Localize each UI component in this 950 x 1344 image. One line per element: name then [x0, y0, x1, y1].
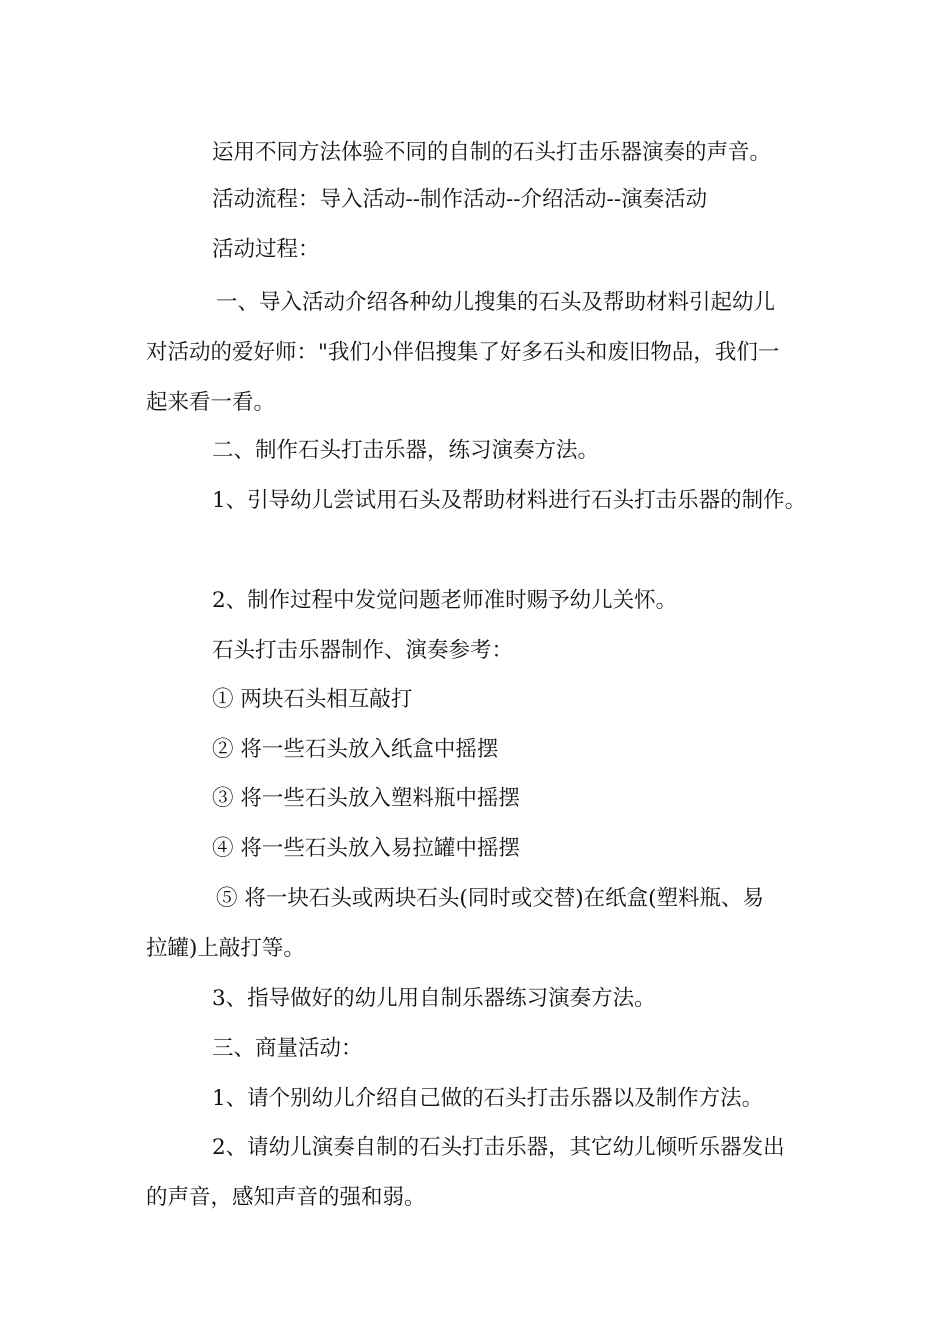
paragraph-line: 二、制作石头打击乐器，练习演奏方法。 — [212, 438, 600, 463]
paragraph-line: 运用不同方法体验不同的自制的石头打击乐器演奏的声音。 — [212, 140, 772, 165]
paragraph-line: 一、导入活动介绍各种幼儿搜集的石头及帮助材料引起幼儿 — [216, 290, 776, 315]
paragraph-line: 拉罐)上敲打等。 — [146, 936, 305, 961]
paragraph-line: 3、指导做好的幼儿用自制乐器练习演奏方法。 — [212, 986, 656, 1011]
list-item: ④ 将一些石头放入易拉罐中摇摆 — [212, 836, 520, 861]
list-item: ⑤ 将一块石头或两块石头(同时或交替)在纸盒(塑料瓶、易 — [216, 886, 765, 911]
paragraph-line: 2、制作过程中发觉问题老师准时赐予幼儿关怀。 — [212, 588, 678, 613]
paragraph-line: 三、商量活动： — [212, 1036, 363, 1061]
paragraph-line: 对活动的爱好师："我们小伴侣搜集了好多石头和废旧物品，我们一 — [146, 340, 780, 365]
list-item: ③ 将一些石头放入塑料瓶中摇摆 — [212, 786, 520, 811]
paragraph-line: 活动流程：导入活动--制作活动--介绍活动--演奏活动 — [212, 187, 708, 212]
paragraph-line: 1、引导幼儿尝试用石头及帮助材料进行石头打击乐器的制作。 — [212, 488, 807, 513]
paragraph-line: 2、请幼儿演奏自制的石头打击乐器，其它幼儿倾听乐器发出 — [212, 1135, 785, 1160]
list-item: ① 两块石头相互敲打 — [212, 687, 413, 712]
paragraph-line: 的声音，感知声音的强和弱。 — [146, 1185, 426, 1210]
paragraph-line: 石头打击乐器制作、演奏参考： — [212, 638, 514, 663]
paragraph-line: 1、请个别幼儿介绍自己做的石头打击乐器以及制作方法。 — [212, 1086, 764, 1111]
paragraph-line: 活动过程： — [212, 237, 320, 262]
list-item: ② 将一些石头放入纸盒中摇摆 — [212, 737, 499, 762]
paragraph-line: 起来看一看。 — [146, 390, 276, 415]
